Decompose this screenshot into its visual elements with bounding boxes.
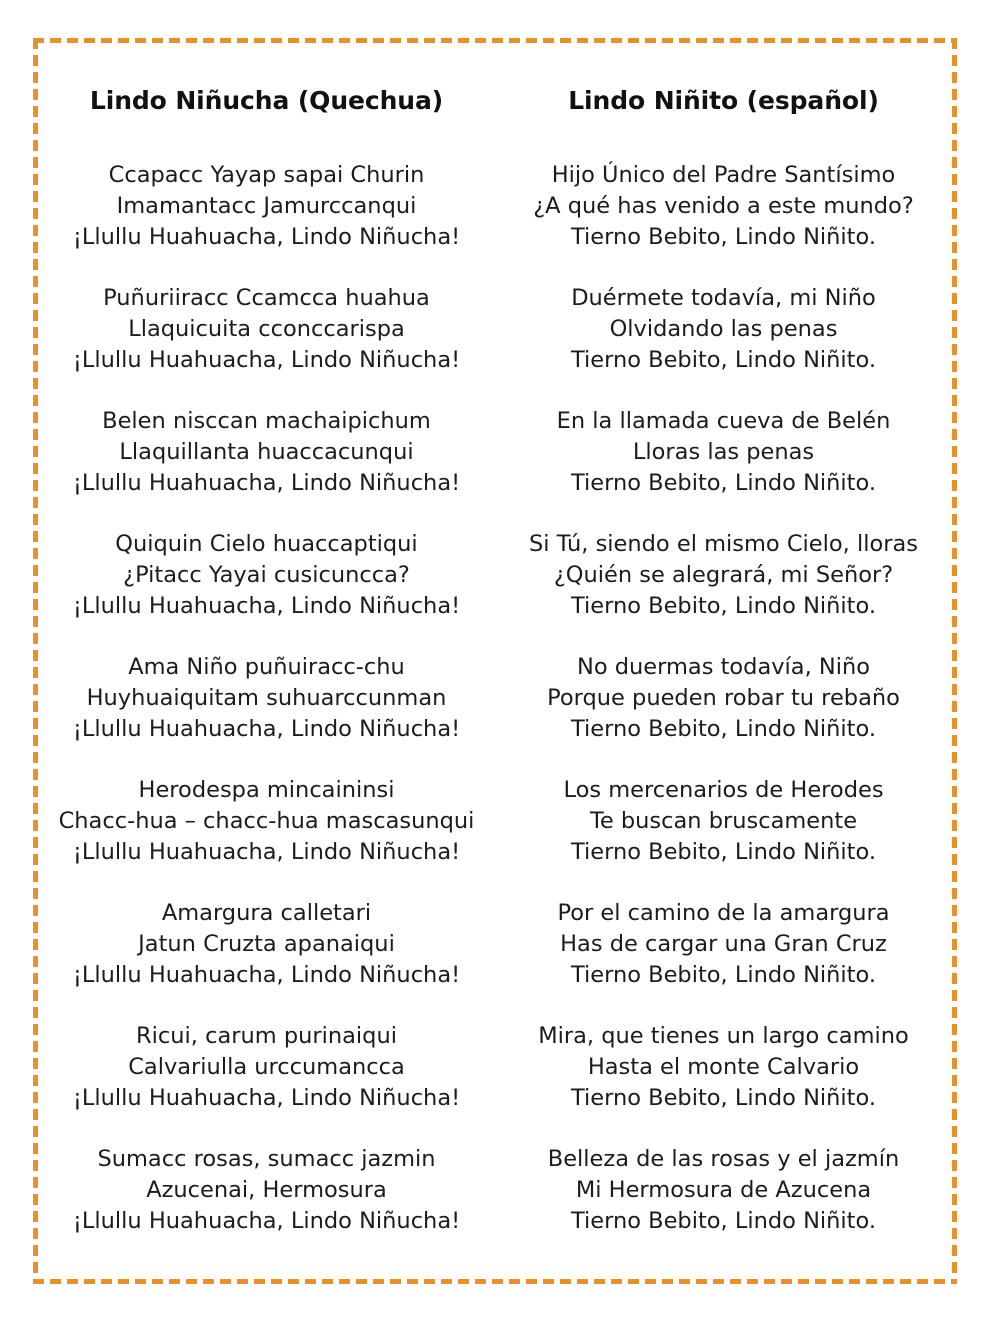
verse-line: ¡Llullu Huahuacha, Lindo Niñucha! [72,716,461,742]
verse-line: Hijo Único del Padre Santísimo [551,162,896,188]
verse-line: ¿Quién se alegrará, mi Señor? [553,562,894,588]
verse [495,160,952,253]
verse-line: Los mercenarios de Herodes [563,777,884,803]
verse-line: Belen nisccan machaipichum [102,408,431,434]
verse [38,1144,495,1237]
verse [495,775,952,868]
verse [495,529,952,622]
verse [38,775,495,868]
verse [38,1021,495,1114]
verse [38,652,495,745]
verse [38,283,495,376]
verse-line: ¡Llullu Huahuacha, Lindo Niñucha! [72,1085,461,1111]
verse [495,406,952,499]
verse-line: Calvariulla urccumancca [128,1054,405,1080]
verse-line: Te buscan bruscamente [589,808,858,834]
column-title-quechua: Lindo Niñucha (Quechua) [89,86,444,115]
verse-line: Puñuriiracc Ccamcca huahua [103,285,430,311]
verse-line: Tierno Bebito, Lindo Niñito. [570,347,877,373]
verse-line: Amargura calletari [161,900,372,926]
verse-line: ¡Llullu Huahuacha, Lindo Niñucha! [72,470,461,496]
verse-line: Olvidando las penas [609,316,838,342]
verse-line: Tierno Bebito, Lindo Niñito. [570,1085,877,1111]
verse-line: Porque pueden robar tu rebaño [547,685,900,711]
verse-line: Tierno Bebito, Lindo Niñito. [570,839,877,865]
verse-line: Herodespa mincaininsi [138,777,395,803]
verse-line: Tierno Bebito, Lindo Niñito. [570,593,877,619]
verse-line: ¡Llullu Huahuacha, Lindo Niñucha! [72,962,461,988]
verse-line: En la llamada cueva de Belén [556,408,891,434]
verse-line: Llaquicuita cconccarispa [128,316,405,342]
verse-line: ¿Pitacc Yayai cusicuncca? [123,562,410,588]
frame-edge-right [952,38,957,1284]
verse-line: Ricui, carum purinaiqui [136,1023,397,1049]
verse-line: Jatun Cruzta apanaiqui [138,931,395,957]
verse-line: ¡Llullu Huahuacha, Lindo Niñucha! [72,593,461,619]
verse-line: Imamantacc Jamurccanqui [116,193,417,219]
verse-line: Tierno Bebito, Lindo Niñito. [570,470,877,496]
verse-list-quechua [38,160,495,1237]
verse-line: Mira, que tienes un largo camino [538,1023,909,1049]
verse-list-espanol [495,160,952,1237]
verse-line: Belleza de las rosas y el jazmín [547,1146,900,1172]
verse [38,529,495,622]
verse-line: Ccapacc Yayap sapai Churin [108,162,425,188]
verse-line: Lloras las penas [632,439,815,465]
verse-line: Tierno Bebito, Lindo Niñito. [570,962,877,988]
verse-line: Has de cargar una Gran Cruz [560,931,887,957]
verse-line: Tierno Bebito, Lindo Niñito. [570,716,877,742]
verse-line: ¡Llullu Huahuacha, Lindo Niñucha! [72,224,461,250]
verse-line: Azucenai, Hermosura [146,1177,387,1203]
verse [495,898,952,991]
verse [495,283,952,376]
verse [495,1144,952,1237]
verse-line: Chacc-hua – chacc-hua mascasunqui [58,808,475,834]
verse-line: Tierno Bebito, Lindo Niñito. [570,224,877,250]
verse-line: ¿A qué has venido a este mundo? [533,193,914,219]
verse-line: ¡Llullu Huahuacha, Lindo Niñucha! [72,839,461,865]
lyrics-content [38,43,952,1279]
verse-line: Por el camino de la amargura [557,900,890,926]
verse-line: Quiquin Cielo huaccaptiqui [115,531,418,557]
verse-line: Mi Hermosura de Azucena [575,1177,872,1203]
verse-line: Ama Niño puñuiracc-chu [128,654,405,680]
verse-line: Tierno Bebito, Lindo Niñito. [570,1208,877,1234]
verse-line: Sumacc rosas, sumacc jazmin [97,1146,436,1172]
verse-line: No duermas todavía, Niño [577,654,870,680]
column-title-espanol: Lindo Niñito (español) [568,86,879,115]
lyrics-column-espanol [495,43,952,1237]
verse [38,406,495,499]
verse-line: Llaquillanta huaccacunqui [119,439,414,465]
verse-line: Duérmete todavía, mi Niño [571,285,876,311]
verse [38,898,495,991]
verse-line: ¡Llullu Huahuacha, Lindo Niñucha! [72,347,461,373]
verse-line: Huyhuaiquitam suhuarccunman [86,685,447,711]
lyrics-column-quechua [38,43,495,1237]
verse [38,160,495,253]
verse-line: Hasta el monte Calvario [587,1054,860,1080]
frame-edge-bottom [33,1279,957,1284]
verse [495,1021,952,1114]
verse [495,652,952,745]
verse-line: Si Tú, siendo el mismo Cielo, lloras [529,531,918,557]
dashed-frame [33,38,957,1284]
verse-line: ¡Llullu Huahuacha, Lindo Niñucha! [72,1208,461,1234]
